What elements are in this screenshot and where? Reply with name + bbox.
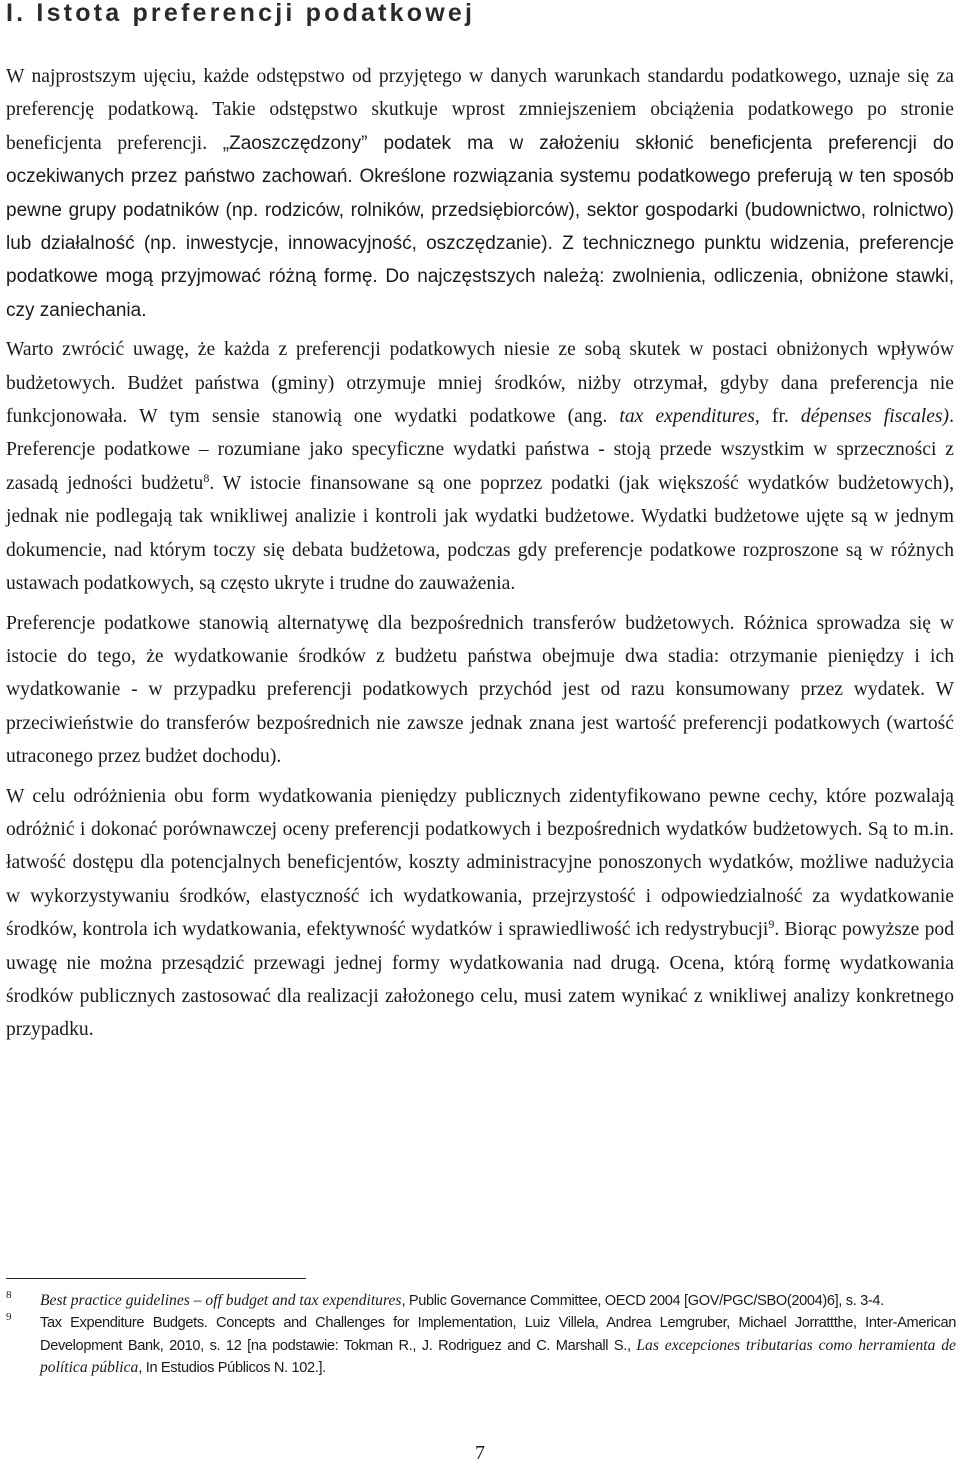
text-run: , Public Governance Committee, OECD 2004 [GOV/PGC/SBO(2004)6], s. 3-4. [401,1293,884,1309]
text-run: „Zaoszczędzony” podatek ma w założeniu skłonić beneficjenta preferencji do oczekiwanych przez państwo zachowań. Określone rozwiązania systemu podatkowego preferują w ten sposób pewne grupy podatników (np. rodziców, rolników, przedsiębiorców), sektor gospodarki (budownictwo, rolnictwo) lub działalność (np. inwestycje, innowacyjność, oszczędzanie). Z technicznego punktu widzenia, preferencje podatkowe mogą przyjmować różną formę. Do najczęstszych należą: zwolnienia, odliczenia, obniżone stawki, czy zaniechania. [6,132,954,321]
text-run: fr. [759,406,801,428]
footnote [6,1312,956,1379]
text-run: . W istocie finansowane są one poprzez podatki (jak większość wydatków budżetowych), jednak nie podlegają tak wnikliwej analizie i kontroli jak wydatki budżetowe. Wydatki budżetowe ujęte są w jednym dokumencie, nad którym toczy się debata budżetowa, podczas gdy preferencje podatkowe rozproszone są w różnych ustawach podatkowych, są często ukryte i trudne do zauważenia. [6,472,954,595]
text-run: . Biorąc powyższe pod uwagę nie można przesądzić przewagi jednej formy wydatkowania nad drugą. Ocena, którą formę wydatkowania środków publicznych zastosować dla realizacji założonego celu, musi zatem wynikać z wnikliwej analizy konkretnego przypadku. [6,919,954,1041]
footnote [6,1290,956,1312]
footnote-reference: 8 [203,470,210,485]
paragraph [6,60,954,327]
footnote-number: 8 [6,1289,12,1301]
italic-text: tax expenditures, [619,406,760,428]
page-number: 7 [475,1442,485,1464]
text-run: Preferencje podatkowe stanowią alternatywę dla bezpośrednich transferów budżetowych. Różnica sprowadza się w istocie do tego, że wydatkowanie środków z budżetu państwa obejmuje dwa stadia: otrzymanie pieniędzy i ich wydatkowanie - w przypadku preferencji podatkowych przychód jest od razu konsumowany przez wydatek. W przeciwieństwie do transferów bezpośrednich nie zawsze jednak znana jest wartość preferencji podatkowych (wartość utraconego przez budżet dochodu). [6,612,954,768]
paragraph [6,780,954,1047]
footnote-reference: 9 [768,917,775,932]
text-run: . Preferencje podatkowe – rozumiane jako specyficzne wydatki państwa - stoją przede wszystkim w sprzeczności z zasadą jedności budżetu [6,406,954,494]
text-run: W celu odróżnienia obu form wydatkowania pieniędzy publicznych zidentyfikowano pewne cechy, które pozwalają odróżnić i dokonać porównawczej oceny preferencji podatkowych i bezpośrednich wydatków budżetowych. Są to m.in. łatwość dostępu dla potencjalnych beneficjentów, koszty administracyjne ponoszonych wydatków, możliwe nadużycia w wykorzystywaniu środków, elastyczność ich wydatkowania, przejrzystość i odpowiedzialność za wydatkowanie środków, kontrola ich wydatkowania, efektywność wydatków i sprawiedliwość ich redystrybucji [6,785,954,941]
footnotes [6,1290,956,1379]
section-title: I. Istota preferencji podatkowej [6,0,476,27]
footnote-divider [6,1278,306,1279]
italic-text: dépenses fiscales) [800,406,950,428]
italic-text: Best practice guidelines – off budget and tax expenditures [40,1292,402,1309]
footnote-text [40,1314,956,1376]
body-text [6,60,954,1053]
italic-text: Las excepciones tributarias como herramienta de política pública [40,1336,956,1376]
paragraph [6,333,954,600]
text-run: W najprostszym ujęciu, każde odstępstwo od przyjętego w danych warunkach standardu podatkowego, uznaje się za preferencję podatkową. Takie odstępstwo skutkuje wprost zmniejszeniem obciążenia podatkowego po stronie beneficjenta preferencji. [6,66,954,154]
text-run: , In Estudios Públicos N. 102.]. [138,1359,326,1376]
text-run: Tax Expenditure Budgets. Concepts and Challenges for Implementation, Luiz Villela, Andrea Lemgruber, Michael Jorrattthe, Inter-American Development Bank, 2010, s. 12 [na podstawie: Tokman R., J. Rodriguez and C. Marshall S., [40,1315,956,1354]
paragraph [6,607,954,774]
text-run: Warto zwrócić uwagę, że każda z preferencji podatkowych niesie ze sobą skutek w postaci obniżonych wpływów budżetowych. Budżet państwa (gminy) otrzymuje mniej środków, niżby otrzymał, gdyby dana preferencja nie funkcjonowała. W tym sensie stanowią one wydatki podatkowe (ang. [6,339,954,428]
footnote-text [40,1292,884,1309]
footnote-number: 9 [6,1311,12,1324]
